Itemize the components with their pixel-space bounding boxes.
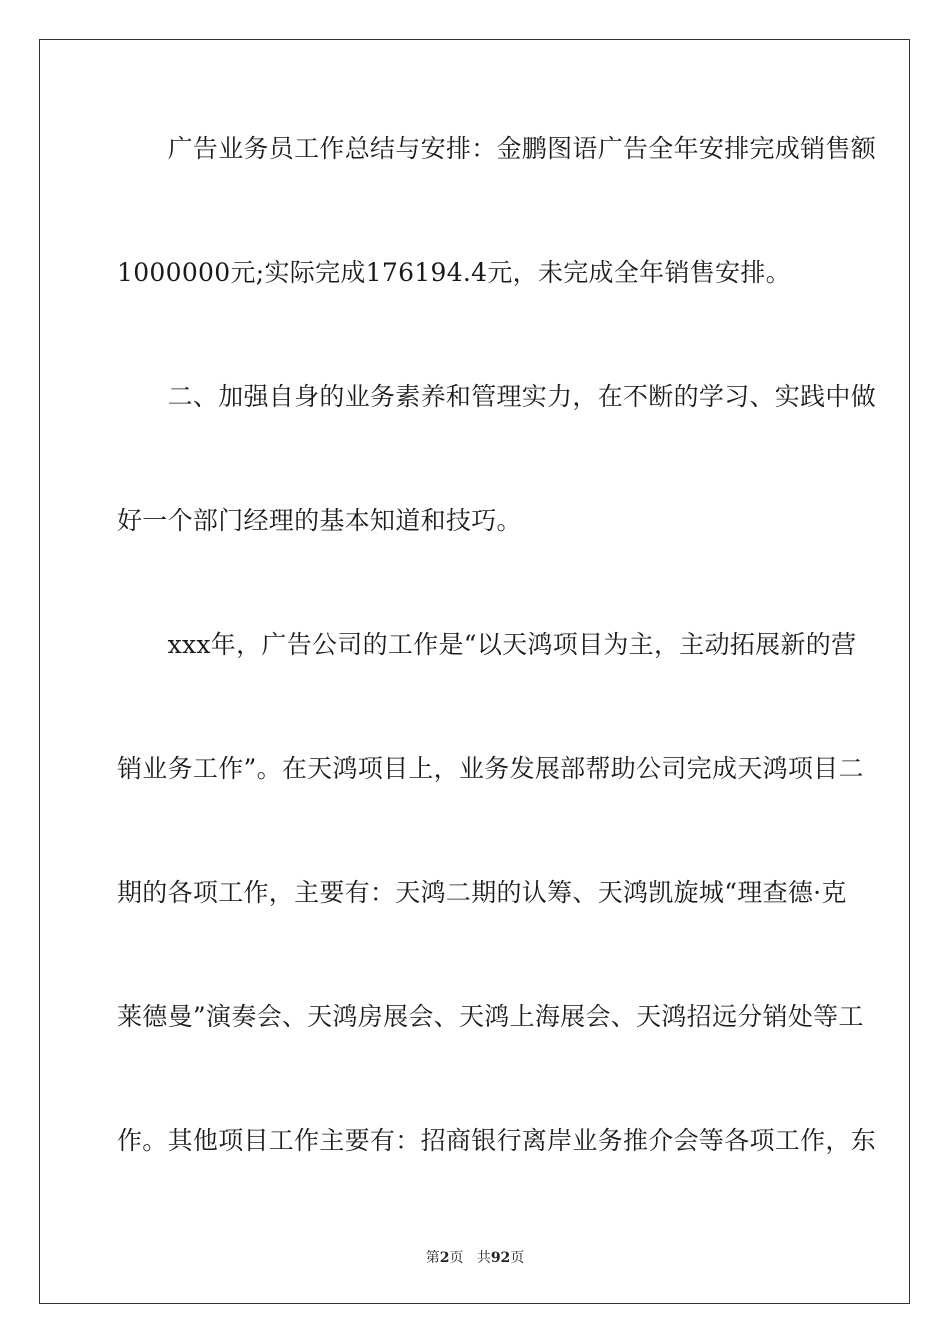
body-line-9: 作。其他项目工作主要有：招商银行离岸业务推介会等各项工作，东: [117, 1126, 877, 1155]
body-line-2: 1000000元;实际完成176194.4元，未完成全年销售安排。: [117, 258, 791, 287]
page-footer: [0, 1248, 950, 1268]
body-line-7: 期的各项工作，主要有：天鸿二期的认筹、天鸿凯旋城“理查德·克: [117, 878, 847, 907]
body-line-1: 广告业务员工作总结与安排：金鹏图语广告全年安排完成销售额: [117, 134, 877, 163]
page-prefix: 第: [425, 1250, 440, 1266]
total-pages: 92: [490, 1250, 511, 1266]
page-border: [39, 39, 910, 1304]
body-line-8: 莱德曼”演奏会、天鸿房展会、天鸿上海展会、天鸿招远分销处等工: [117, 1002, 864, 1031]
body-line-3: 二、加强自身的业务素养和管理实力，在不断的学习、实践中做: [117, 382, 877, 411]
body-line-6: 销业务工作”。在天鸿项目上，业务发展部帮助公司完成天鸿项目二: [117, 754, 864, 783]
total-suffix: 页: [510, 1250, 525, 1266]
page-suffix: 页: [449, 1250, 464, 1266]
total-prefix: 共: [476, 1250, 491, 1266]
body-line-5: xxx年，广告公司的工作是“以天鸿项目为主，主动拓展新的营: [117, 630, 857, 659]
body-line-4: 好一个部门经理的基本知道和技巧。: [117, 506, 522, 535]
page-number: 2: [439, 1250, 450, 1266]
